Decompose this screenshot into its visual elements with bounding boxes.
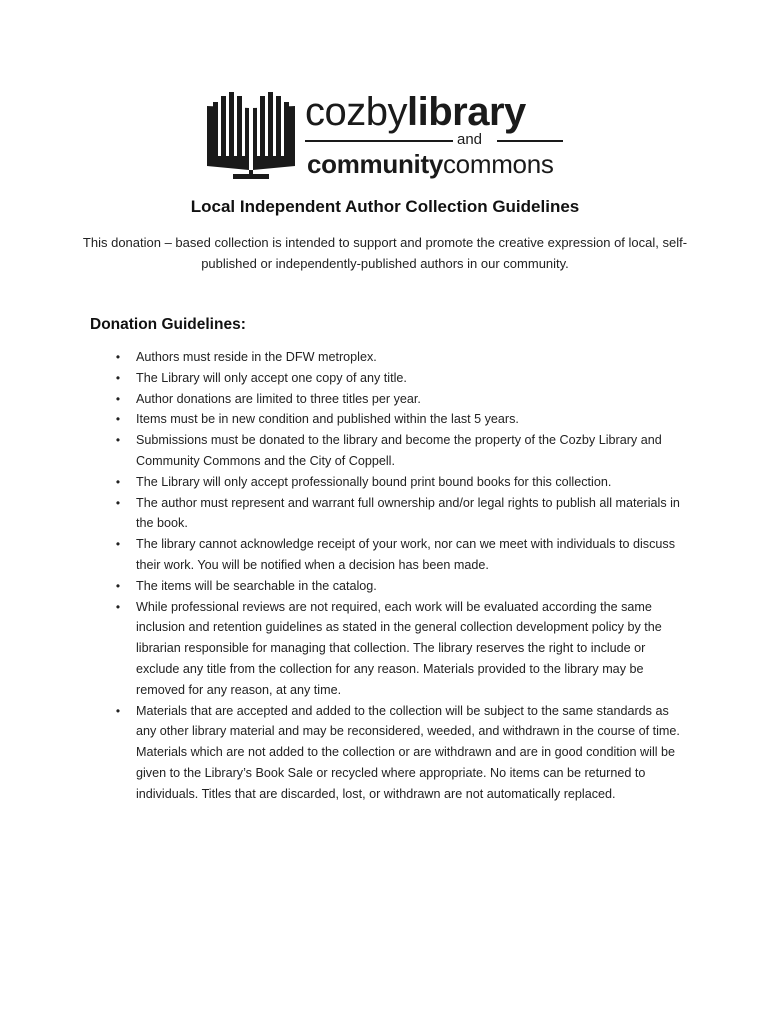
guideline-item: [113, 430, 683, 472]
bullet-icon: •: [115, 370, 121, 385]
guideline-item: [113, 597, 683, 701]
guidelines-list: [113, 347, 683, 805]
guideline-text: Author donations are limited to three titles per year.: [136, 391, 421, 406]
guideline-text: The Library will only accept professionally bound print bound books for this collection.: [136, 474, 612, 489]
bullet-icon: •: [115, 578, 121, 593]
bullet-icon: •: [115, 495, 121, 510]
logo-divider: [305, 130, 565, 150]
bullet-icon: •: [115, 599, 121, 614]
section-heading: Donation Guidelines:: [90, 316, 246, 333]
guideline-item: [113, 389, 683, 410]
guideline-text: Materials that are accepted and added to the collection will be subject to the same standards as any other library material and may be reconsidered, weeded, and withdrawn in the course of time. Materials which are not added to the collection or are withdrawn and are in good condition will be given to the Library’s Book Sale or recycled where appropriate. No items can be returned to individuals. Titles that are discarded, lost, or withdrawn are not automatically replaced.: [136, 703, 680, 801]
guideline-text: The Library will only accept one copy of any title.: [136, 370, 407, 385]
guideline-text: The author must represent and warrant full ownership and/or legal rights to publish all materials in the book.: [136, 495, 680, 531]
logo-wordmark-top: [305, 92, 526, 132]
bullet-icon: •: [115, 350, 121, 364]
guideline-text: Items must be in new condition and published within the last 5 years.: [136, 412, 519, 427]
guideline-item: [113, 576, 683, 597]
guideline-item: [113, 701, 683, 805]
logo-word-and: and: [457, 131, 483, 148]
guideline-text: Submissions must be donated to the library and become the property of the Cozby Library and Community Commons and the City of Coppell.: [136, 433, 662, 468]
guideline-text: Authors must reside in the DFW metroplex.: [136, 350, 377, 364]
guideline-text: The items will be searchable in the catalog.: [136, 578, 377, 593]
guideline-item: [113, 534, 683, 576]
logo-rule-left: [305, 140, 453, 142]
intro-paragraph: This donation – based collection is intended to support and promote the creative expression of local, self-published or independently-published authors in our community.: [82, 235, 688, 271]
guideline-item: [113, 368, 683, 389]
logo-rule-right: [497, 140, 563, 142]
bullet-icon: •: [115, 474, 121, 489]
logo-wordmark-bottom: [307, 150, 554, 178]
logo-word-commons: commons: [442, 149, 554, 179]
document-title: Local Independent Author Collection Guidelines: [190, 197, 580, 216]
bullet-icon: •: [115, 537, 121, 552]
logo-word-community: community: [307, 149, 443, 179]
logo-word-cozby: cozby: [305, 90, 407, 134]
bullet-icon: •: [115, 391, 121, 406]
guideline-text: While professional reviews are not required, each work will be evaluated according the same inclusion and retention guidelines as stated in the general collection development policy by the librarian responsible for managing that collection. The library reserves the right to include or exclude any title from the collection for any reason. Materials provided to the library may be removed for any reason, at any time.: [136, 599, 662, 697]
bullet-icon: •: [115, 703, 121, 718]
open-book-icon: [203, 86, 299, 182]
guideline-item: [113, 347, 683, 368]
logo-word-library: library: [407, 90, 526, 134]
library-logo: [203, 86, 573, 182]
guideline-text: The library cannot acknowledge receipt of your work, nor can we meet with individuals to discuss their work. You will be notified when a decision has been made.: [136, 537, 675, 572]
guideline-item: [113, 409, 683, 430]
bullet-icon: •: [115, 433, 121, 448]
guideline-item: [113, 472, 683, 493]
bullet-icon: •: [115, 412, 121, 427]
guideline-item: [113, 493, 683, 535]
